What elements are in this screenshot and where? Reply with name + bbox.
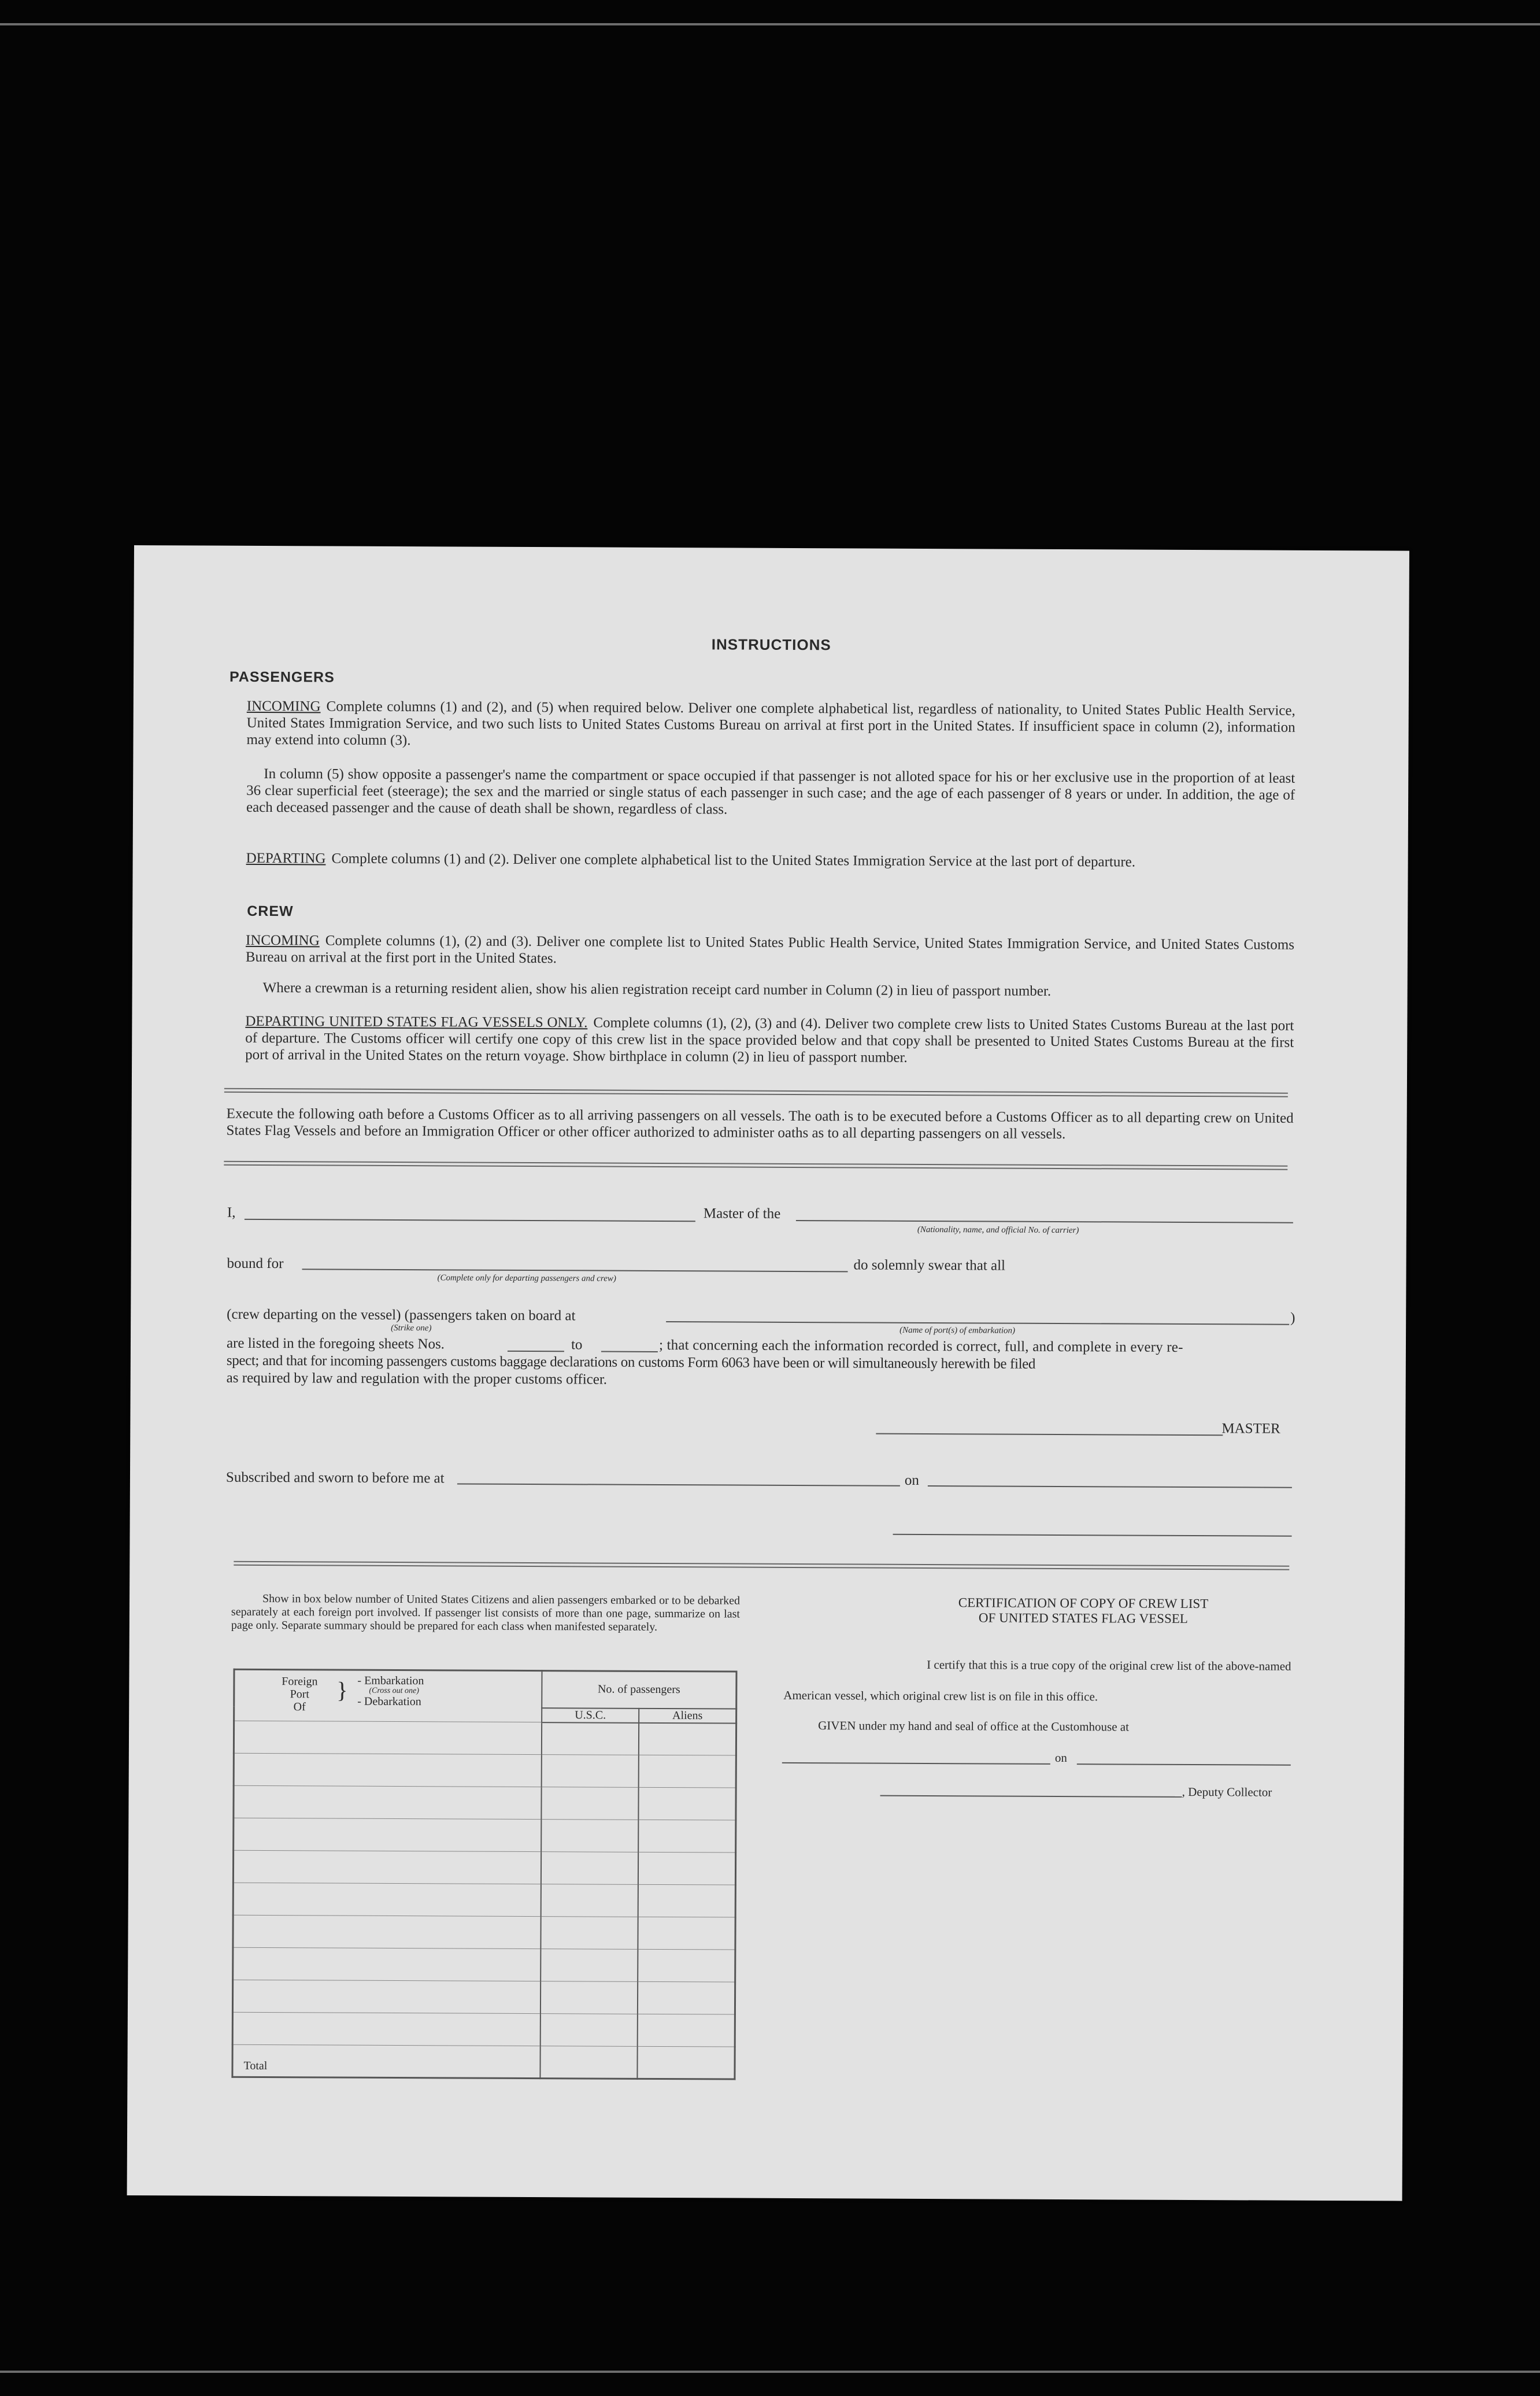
aliens-cell[interactable] (638, 1884, 736, 1917)
carrier-field[interactable] (796, 1220, 1293, 1223)
aliens-cell[interactable] (638, 1917, 735, 1950)
aliens-cell[interactable] (638, 1852, 736, 1885)
usc-cell[interactable] (542, 1722, 639, 1755)
certification-heading-line-2: OF UNITED STATES FLAG VESSEL (978, 1610, 1188, 1626)
sworn-on-label: on (904, 1472, 920, 1488)
embarkation-port-field[interactable] (666, 1321, 1289, 1325)
port-cell[interactable] (233, 1947, 541, 1981)
customhouse-field[interactable] (782, 1762, 1050, 1765)
brace-icon: } (336, 1677, 348, 1703)
aliens-header-cell: Aliens (639, 1708, 736, 1723)
aliens-cell[interactable] (638, 1949, 735, 1982)
close-paren: ) (1290, 1310, 1295, 1326)
section-divider (224, 1161, 1287, 1170)
port-cell[interactable] (232, 1980, 541, 2013)
port-cell[interactable] (234, 1753, 542, 1787)
certification-heading-line-1: CERTIFICATION OF COPY OF CREW LIST (958, 1595, 1209, 1611)
usc-header-cell: U.S.C. (542, 1708, 639, 1723)
crew-heading: CREW (247, 903, 294, 920)
port-caption: (Name of port(s) of embarkation) (899, 1325, 1016, 1336)
master-name-field[interactable] (245, 1219, 695, 1222)
incoming-text: Complete columns (1) and (2), and (5) when required below. Deliver one complete alphabetical list, regardless of nationality, to United States Public Health Service, United States Immigration Service, and two such lists to United States Customs Bureau on arrival at first port in the United States. If insufficient space in column (2), information may extend into column (3). (246, 698, 1295, 749)
usc-cell[interactable] (541, 1917, 638, 1950)
oath-i-label: I, (227, 1204, 236, 1221)
usc-cell[interactable] (541, 1981, 638, 2014)
listed-label: are listed in the foregoing sheets Nos. (226, 1335, 445, 1352)
sworn-date-field[interactable] (928, 1485, 1292, 1488)
column5-paragraph: In column (5) show opposite a passenger's name the compartment or space occupied if that passenger is not alloted space for his or her exclusive use in the proportion of at least 36 clear superficial feet (steerage); the sex and the married or single status of each passenger in such case; and the age of each passenger of 8 years or under. In addition, the age of each deceased passenger and the cause of death shall be shown, regardless of class. (246, 766, 1295, 818)
usc-cell[interactable] (541, 1949, 638, 1982)
passengers-departing-paragraph (246, 850, 1295, 871)
scan-edge-line (0, 23, 1540, 25)
usc-cell[interactable] (541, 1852, 638, 1885)
cert-date-field[interactable] (1077, 1763, 1291, 1766)
passengers-header-cell: No. of passengers (542, 1671, 736, 1709)
aliens-cell[interactable] (638, 2014, 735, 2047)
passenger-summary-table (231, 1669, 737, 2080)
crew-incoming-label: INCOMING (245, 932, 320, 949)
oath-instruction: Execute the following oath before a Customs Officer as to all arriving passengers on all vessels. The oath is to be executed before a Customs Officer as to all departing crew on United States Flag Vessels and before an Immigration Officer or other officer authorized to administer oaths as to all departing passengers on all vessels. (226, 1105, 1294, 1142)
port-cell[interactable] (232, 2012, 541, 2046)
crew-incoming-text: Complete columns (1), (2) and (3). Deliver one complete list to United States Public Health Service, United States Immigration Service, and United States Customs Bureau on arrival at the first port in the United States. (245, 933, 1295, 967)
port-cell[interactable] (234, 1785, 542, 1819)
certify-text: I certify that this is a true copy of the original crew list of the above-named (927, 1658, 1291, 1673)
embarkation-option[interactable]: - Embarkation (357, 1674, 424, 1688)
total-label: Total (243, 2059, 268, 2073)
aliens-cell[interactable] (638, 1820, 736, 1853)
master-label: MASTER (1221, 1421, 1280, 1437)
sheet-from-field[interactable] (508, 1351, 564, 1352)
debarkation-option[interactable]: - Debarkation (357, 1695, 421, 1709)
section-divider (234, 1561, 1289, 1570)
port-cell[interactable] (233, 1883, 541, 1916)
port-header-cell (234, 1669, 542, 1722)
crew-incoming-paragraph (246, 932, 1294, 970)
crew-departing-strike-label: (crew departing on the vessel) (passengers taken on board at (227, 1306, 576, 1324)
nationality-caption: (Nationality, name, and official No. of carrier) (917, 1225, 1079, 1236)
deputy-collector-label: , Deputy Collector (1182, 1784, 1272, 1799)
page-title: INSTRUCTIONS (711, 635, 831, 654)
bound-for-label: bound for (227, 1255, 284, 1272)
crew-departing-label: DEPARTING UNITED STATES FLAG VESSELS ONLY. (245, 1013, 588, 1031)
listed-text-2: spect; and that for incoming passengers customs baggage declarations on customs Form 6063 have been or will simultaneously herewith be filed (226, 1352, 1036, 1372)
listed-text-rest: ; that concerning each the information recorded is correct, full, and complete in every re- (658, 1337, 1183, 1355)
sworn-officer-signature-field[interactable] (893, 1534, 1292, 1537)
usc-cell[interactable] (541, 1884, 638, 1917)
col-port-line-2: Port (290, 1688, 310, 1701)
summary-instruction: Show in box below number of United States Citizens and alien passengers embarked or to be debarked separately at each foreign port involved. If passenger list consists of more than one page, summarize on last page only. Separate summary should be prepared for each class when manifested separately. (231, 1592, 741, 1633)
master-signature-field[interactable] (876, 1433, 1223, 1436)
crew-resident-paragraph: Where a crewman is a returning resident alien, show his alien registration receipt card number in Column (2) in lieu of passport number. (262, 979, 1052, 999)
col-port-line-1: Foreign (282, 1675, 318, 1688)
port-cell[interactable] (234, 1818, 542, 1851)
sworn-place-field[interactable] (457, 1483, 900, 1486)
port-cell[interactable] (233, 1915, 541, 1948)
aliens-cell[interactable] (638, 1787, 736, 1820)
crew-departing-paragraph (245, 1013, 1294, 1068)
total-label-cell (232, 2044, 541, 2078)
passengers-incoming-paragraph (246, 698, 1295, 753)
aliens-cell[interactable] (639, 1722, 736, 1755)
cert-on-label: on (1054, 1750, 1067, 1765)
vessel-text: American vessel, which original crew list is on file in this office. (783, 1688, 1098, 1704)
port-cell[interactable] (233, 1850, 541, 1884)
usc-cell[interactable] (541, 2014, 638, 2047)
swear-label: do solemnly swear that all (853, 1257, 1006, 1274)
port-cell[interactable] (234, 1721, 542, 1754)
master-of-label: Master of the (703, 1206, 781, 1222)
section-divider (224, 1088, 1288, 1097)
bound-for-field[interactable] (302, 1269, 848, 1272)
form-sheet (127, 545, 1409, 2201)
given-text: GIVEN under my hand and seal of office at the Customhouse at (818, 1718, 1130, 1734)
departing-label: DEPARTING (246, 850, 326, 867)
usc-total-cell[interactable] (540, 2046, 637, 2079)
usc-cell[interactable] (541, 1820, 638, 1853)
incoming-label: INCOMING (246, 698, 321, 715)
cross-out-caption: (Cross out one) (369, 1686, 419, 1696)
col-port-line-3: Of (293, 1700, 306, 1714)
crew-departing-text: Complete columns (1), (2), (3) and (4). Deliver two complete crew lists to United States Customs Bureau at the last port of departure. The Customs officer will certify one copy of this crew list in the space provided below and that copy shall be presented to United States Customs Bureau at the first port of arrival in the United States on the return voyage. Show birthplace in column (2) in lieu of passport number. (245, 1015, 1294, 1066)
aliens-cell[interactable] (638, 1981, 735, 2014)
sheet-to-field[interactable] (601, 1351, 658, 1352)
listed-text-3: as required by law and regulation with the proper customs officer. (226, 1370, 608, 1388)
usc-cell[interactable] (541, 1787, 638, 1820)
passengers-heading: PASSENGERS (229, 668, 335, 686)
certification-heading (881, 1595, 1286, 1627)
aliens-total-cell[interactable] (637, 2046, 735, 2079)
departing-text: Complete columns (1) and (2). Deliver one complete alphabetical list to the United States Immigration Service at the last port of departure. (331, 851, 1136, 870)
subscribed-label: Subscribed and sworn to before me at (225, 1469, 445, 1487)
deputy-signature-field[interactable] (880, 1795, 1182, 1798)
scan-edge-line (0, 2371, 1540, 2373)
usc-cell[interactable] (542, 1755, 639, 1788)
bound-caption: (Complete only for departing passengers and crew) (437, 1273, 616, 1284)
strike-caption: (Strike one) (391, 1323, 432, 1333)
aliens-cell[interactable] (639, 1755, 736, 1788)
to-label: to (571, 1337, 583, 1353)
